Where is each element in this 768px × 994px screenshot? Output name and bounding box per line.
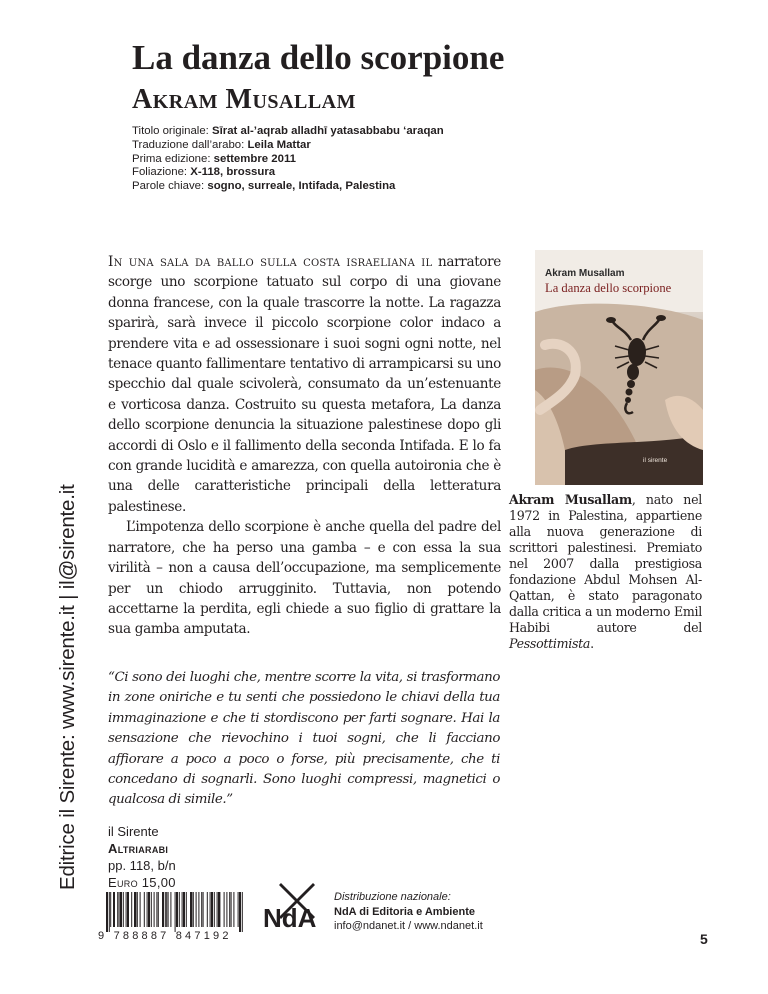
- meta-translation: [132, 139, 444, 153]
- cover-title: La danza dello scorpione: [545, 281, 672, 295]
- meta-value: Sīrat al-’aqrab alladhī yatasabbabu ‘araqan: [212, 125, 444, 137]
- page-number: 5: [700, 931, 708, 947]
- bio-work-title: Pessottimista: [509, 636, 591, 651]
- description-p1-text: narratore scorge uno scorpione tatuato sul corpo di una giovane donna francese, con la quale trascorre la notte. La ragazza sparirà, sarà invece il piccolo scorpione color indaco a prendere vita e ad ossessionare i suoi sogni ogni notte, nel tenace quanto fallimentare tentativo di arrampicarsi su uno specchio dal quale scivolerà, consumato da un’estenuante e vorticosa danza. Costruito su questa metafora, La danza dello scorpione denuncia la situazione palestinese dopo gli accordi di Oslo e il fallimento della seconda Intifada. E lo fa con grande lucidità e amarezza, con quella autoironia che è una delle caratteristiche principali della letteratura palestinese.: [108, 254, 501, 515]
- book-title: La danza dello scorpione: [132, 38, 505, 77]
- distribution-name: NdA di Editoria e Ambiente: [334, 905, 475, 918]
- meta-value: sogno, surreale, Intifada, Palestina: [207, 180, 396, 193]
- meta-value: settembre 2011: [213, 152, 296, 165]
- imprint-publisher: il Sirente: [108, 824, 159, 839]
- book-description: [108, 252, 501, 640]
- distribution-info: [334, 890, 483, 934]
- meta-label: Foliazione:: [132, 166, 191, 179]
- distribution-contacts: info@ndanet.it / www.ndanet.it: [334, 920, 483, 932]
- bio-text-end: .: [590, 636, 594, 651]
- nda-logo-text: NdA: [263, 903, 317, 931]
- imprint-pages: pp. 118, b/n: [108, 858, 176, 873]
- description-paragraph-1: [108, 252, 501, 517]
- distribution-label: Distribuzione nazionale:: [334, 891, 451, 903]
- meta-label: Prima edizione:: [132, 152, 214, 165]
- meta-value: X-118, brossura: [190, 166, 276, 179]
- meta-label: Parole chiave:: [132, 180, 208, 193]
- description-lead: In una sala da ballo sulla costa israeliana il: [108, 254, 433, 270]
- book-author: Akram Musallam: [132, 84, 356, 115]
- imprint-series: Altriarabi: [108, 841, 169, 856]
- bio-author-name: Akram Musallam: [509, 492, 632, 507]
- imprint-price: Euro 15,00: [108, 875, 176, 890]
- author-bio: [509, 492, 702, 652]
- publisher-contact-vertical: Editrice il Sirente: www.sirente.it | il@sirente.it: [56, 484, 79, 890]
- bio-text: , nato nel 1972 in Palestina, appartiene alla nuova generazione di scrittori palestinesi. Premiato nel 2007 dalla prestigiosa fondazione Abdul Mohsen Al-Qattan, è stato paragonato dalla critica a un moderno Emil Habibi autore del: [509, 492, 702, 635]
- book-metadata: [132, 125, 444, 194]
- cover-author: Akram Musallam: [545, 268, 625, 279]
- book-quote: “Ci sono dei luoghi che, mentre scorre la vita, si trasformano in zone oniriche e tu senti che possiedono le chiavi della tua immaginazione e che ti stordiscono per farti sognare. Hai la sensazione che rievochino i tuoi sogni, che li facciano affiorare a poco a poco o forse, più precisamente, che ti concedano di sognarli. Sono luoghi compressi, magnetici o qualcosa di simile.”: [108, 670, 500, 808]
- nda-logo: [263, 883, 329, 931]
- meta-pagination: [132, 166, 444, 180]
- isbn-digits: 9 788887 847192: [98, 930, 232, 942]
- imprint-info: [108, 823, 176, 891]
- meta-keywords: [132, 180, 444, 194]
- description-paragraph-2: L’impotenza dello scorpione è anche quella del padre del narratore, che ha perso una gamba – e con essa la sua virilità – non a causa dell’occupazione, ma semplicemente per un chiodo arrugginito. Tuttavia, non potendo accettarne la perdita, egli chiede a suo figlio di grattare la sua gamba amputata.: [108, 519, 501, 638]
- cover-publisher: il sirente: [643, 457, 668, 464]
- meta-label: Titolo originale:: [132, 125, 212, 137]
- meta-original-title: [132, 125, 444, 139]
- meta-label: Traduzione dall’arabo:: [132, 138, 248, 151]
- book-cover-image: [535, 250, 703, 485]
- meta-first-edition: [132, 153, 444, 167]
- isbn-barcode: [106, 892, 246, 932]
- meta-value: Leila Mattar: [247, 138, 311, 151]
